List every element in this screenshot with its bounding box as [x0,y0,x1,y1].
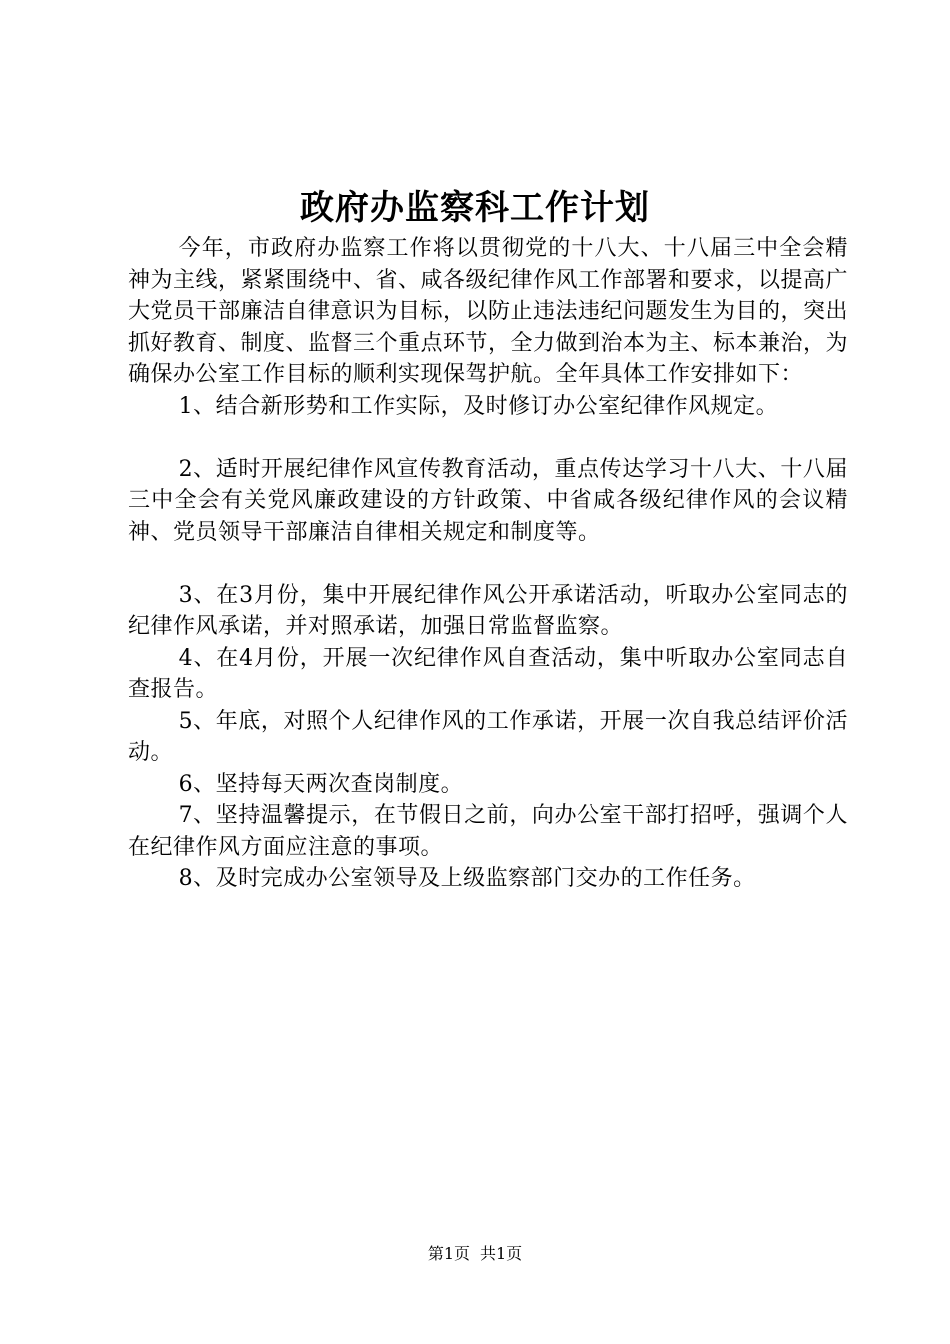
intro-paragraph: 今年，市政府办监察工作将以贯彻党的十八大、十八届三中全会精神为主线，紧紧围绕中、省、咸各级纪律作风工作部署和要求，以提高广大党员干部廉洁自律意识为目标，以防止违法违纪问题发生为目的，突出抓好教育、制度、监督三个重点环节，全力做到治本为主、标本兼治，为确保办公室工作目标的顺利实现保驾护航。全年具体工作安排如下： [128,236,849,387]
plan-item-1: 1、结合新形势和工作实际，及时修订办公室纪律作风规定。 [178,393,779,419]
page-number: 第1页 [427,1244,470,1263]
plan-item-3: 3、在3月份，集中开展纪律作风公开承诺活动，听取办公室同志的纪律作风承诺，并对照承诺，加强日常监督监察。 [128,582,848,639]
plan-item-7: 7、坚持温馨提示，在节假日之前，向办公室干部打招呼，强调个人在纪律作风方面应注意的事项。 [128,803,848,860]
plan-item-6: 6、坚持每天两次查岗制度。 [178,771,464,797]
page-total: 共1页 [480,1244,523,1263]
document-body [128,233,848,895]
plan-item-5: 5、年底，对照个人纪律作风的工作承诺，开展一次自我总结评价活动。 [128,708,848,765]
plan-item-8: 8、及时完成办公室领导及上级监察部门交办的工作任务。 [178,866,756,891]
document-title: 政府办监察科工作计划 [300,188,650,228]
plan-item-4: 4、在4月份，开展一次纪律作风自查活动，集中听取办公室同志自查报告。 [128,645,848,702]
page-footer [0,1242,950,1266]
plan-item-2: 2、适时开展纪律作风宣传教育活动，重点传达学习十八大、十八届三中全会有关党风廉政建设的方针政策、中省咸各级纪律作风的会议精神、党员领导干部廉洁自律相关规定和制度等。 [128,456,848,545]
